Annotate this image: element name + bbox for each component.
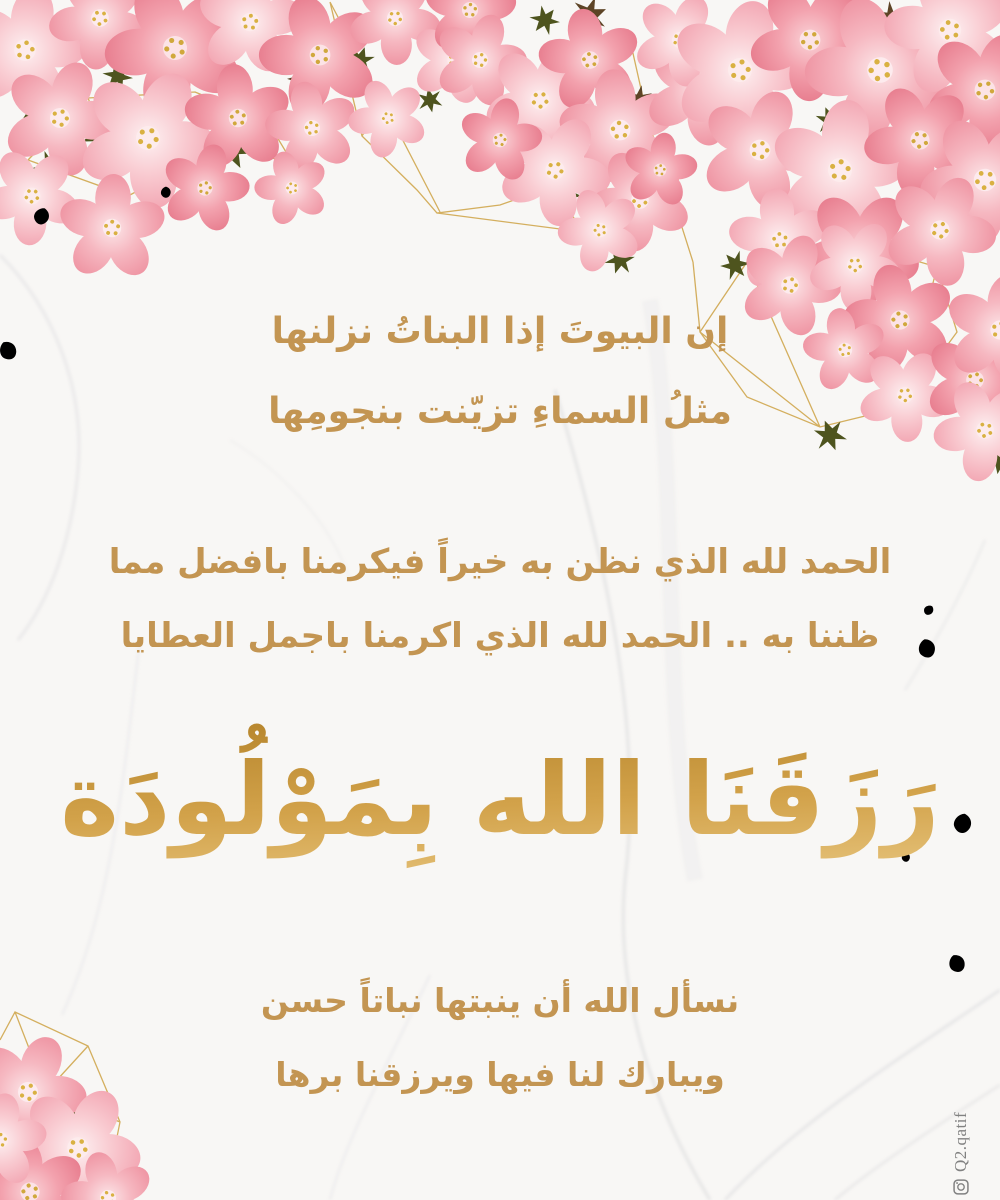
instagram-icon <box>953 1179 969 1195</box>
dua-line-1: نسأل الله أن ينبتها نباتاً حسن <box>260 981 740 1020</box>
headline-calligraphy: رَزَقَنَا الله بِمَوْلُودَة <box>0 690 1000 910</box>
verse-line-1: إن البيوتَ إذا البناتُ نزلنها <box>271 311 729 352</box>
watermark-handle: Q2.qatif <box>951 1111 970 1172</box>
dua-line-2: ويبارك لنا فيها ويرزقنا برها <box>275 1055 725 1094</box>
verse-line-2: مثلُ السماءِ تزيّنت بنجومِها <box>268 391 732 432</box>
watermark <box>948 1065 974 1195</box>
praise-line-1: الحمد لله الذي نظن به خيراً فيكرمنا بافضل مما <box>108 542 892 582</box>
praise-line-2: ظننا به .. الحمد لله الذي اكرمنا باجمل العطايا <box>120 616 880 656</box>
